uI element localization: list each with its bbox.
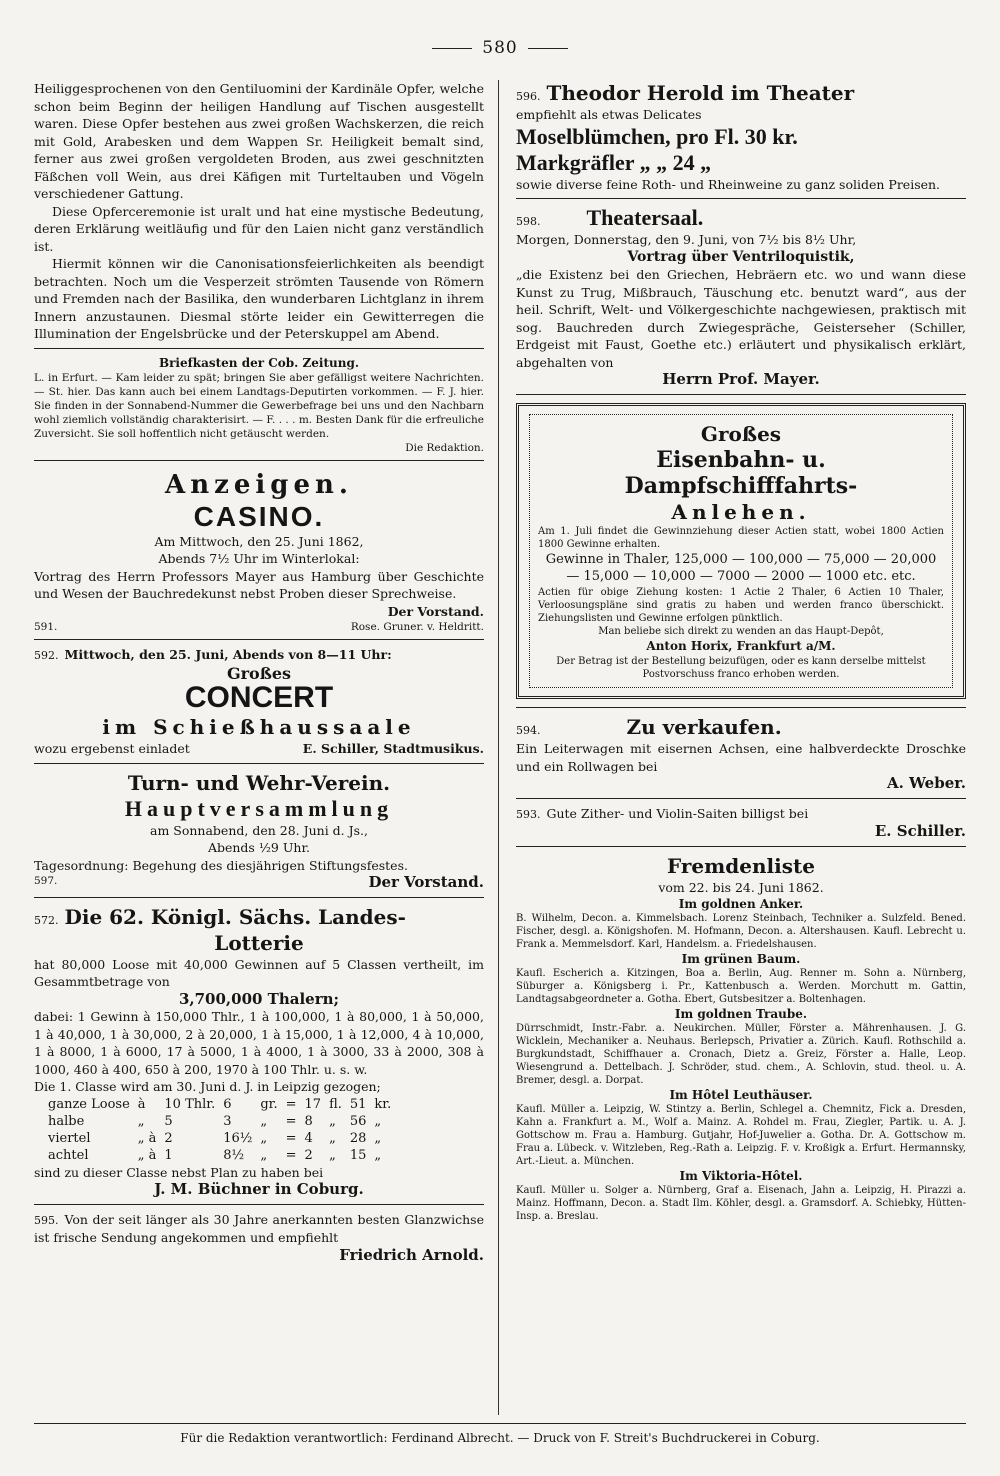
hotel-heading: Im goldnen Traube. (674, 1007, 808, 1021)
divider (34, 763, 484, 764)
casino-time: Abends 7½ Uhr im Winterlokal: (158, 551, 360, 566)
article-paragraph: Heiliggesprochenen von den Gentiluomini der Kardinäle Opfer, welche schon beim Beginn der heiligen Handlung auf Tischen ausgestellt waren. Diese Opfer bestehen aus zwei großen Wachskerzen, die reich mit Gold, Arabesken und dem Wappen Sr. Heiligkeit bemalt sind, ferner aus zwei großen vergoldeten Broden, aus zwei geschnitzten Fäßchen voll Wein, aus drei Käfigen mit Turteltauben und Vögeln verschiedener Gattung. (34, 81, 484, 201)
column-divider (498, 80, 499, 1415)
verkaufen-title: Zu verkaufen. (626, 715, 782, 739)
fremdenliste-dates: vom 22. bis 24. Juni 1862. (658, 879, 824, 895)
verkaufen-sign: A. Weber. (886, 774, 966, 792)
turnverein-ad (34, 770, 484, 892)
concert-title: CONCERT (184, 681, 334, 714)
fremdenliste-title: Fremdenliste (667, 853, 815, 878)
price-cell: 3 (223, 1113, 232, 1129)
price-cell: 2 (304, 1147, 313, 1163)
guest-list: B. Wilhelm, Decon. a. Kimmelsbach. Lorenz Steinbach, Techniker a. Sulzfeld. Bened. Fischer, desgl. a. Königshofen. M. Hofmann, Decon. a. Altershausen. Kaufl. Lebrecht u. Frank a. Memmelsdorf. Karl, Handelsm. a. Friedelshausen. (516, 913, 966, 950)
concert-venue: im Schießhaussaale (102, 715, 416, 739)
theatersaal-text: „die Existenz bei den Griechen, Hebräern etc. wo und wann diese Kunst zu Trug, Mißbrauch, Täuschung etc. benutzt ward“, aus der heil. Schrift, Welt- und Völkergeschichte nachgewiesen, praktisch mit sog. Bauchreden durch Zwiegespräche, Geisterseher (Schiller, Erdgeist mit Faust, Goethe etc.) erläutert und physikalisch erklärt, abgehalten von (516, 267, 966, 370)
price-cell: 56 (349, 1113, 367, 1129)
price-cell: 6 (223, 1096, 232, 1112)
price-cell: 10 Thlr. (164, 1096, 216, 1112)
lotterie-sign: J. M. Büchner in Coburg. (154, 1180, 364, 1198)
lotterie-text3: Die 1. Classe wird am 30. Juni d. J. in Leipzig gezogen; (34, 1079, 381, 1094)
concert-sign: E. Schiller, Stadtmusikus. (302, 741, 484, 756)
divider (34, 639, 484, 640)
price-cell: „ (260, 1130, 268, 1146)
hotel-heading: Im Viktoria-Hôtel. (679, 1169, 803, 1183)
divider (516, 198, 966, 199)
casino-ad (34, 501, 484, 635)
herold-text: sowie diverse feine Roth- und Rheinweine zu ganz soliden Preisen. (516, 176, 941, 192)
herold-ad (516, 80, 966, 193)
zither-text: Gute Zither- und Violin-Saiten billigst bei (546, 805, 809, 821)
casino-date: Am Mittwoch, den 25. Juni 1862, (154, 533, 364, 549)
ad-number: 594. (516, 724, 541, 737)
herold-sub: empfiehlt als etwas Delicates (516, 107, 702, 122)
article-paragraph: Diese Opferceremonie ist uralt und hat eine mystische Bedeutung, deren Erklärung weitläufig und für den Laien nicht ganz verständlich ist. (34, 203, 484, 254)
page-number: 580 (0, 40, 1000, 58)
ad-number: 596. (516, 90, 541, 103)
briefkasten-title: Briefkasten der Cob. Zeitung. (158, 355, 360, 370)
price-cell: „ à (137, 1147, 157, 1163)
price-cell: viertel (48, 1130, 91, 1146)
price-cell: 4 (304, 1130, 313, 1146)
divider (516, 707, 966, 708)
anlehen-p2: Gewinne in Thaler, 125,000 — 100,000 — 75,000 — 20,000 — 15,000 — 10,000 — 7000 — 2000 — 1000 etc. etc. (545, 551, 937, 584)
price-cell: „ (374, 1147, 382, 1163)
lotterie-price-table (44, 1096, 395, 1164)
article-paragraph: Hiermit können wir die Canonisationsfeierlichkeiten als beendigt betrachten. Noch um die Vesperzeit strömten Tausende von Römern und Fremden nach der Basilika, den wunderbaren Lichtglanz in ihrem Innern anzustaunen. Diesmal störte leider ein Gewitterregen die Illumination der Engelsbrücke und der Peterskuppel am Abend. (34, 256, 484, 341)
verkaufen-ad (516, 714, 966, 793)
anlehen-line2: Eisenbahn- u. Dampfschifffahrts- (624, 446, 858, 499)
price-cell: 1 (164, 1147, 173, 1163)
divider (516, 846, 966, 847)
ad-number: 597. (34, 875, 58, 887)
price-cell: achtel (48, 1147, 89, 1163)
casino-names: Rose. Gruner. v. Heldritt. (350, 621, 484, 633)
glanzwichse-sign: Friedrich Arnold. (339, 1245, 484, 1264)
price-cell: „ (374, 1113, 382, 1129)
turnverein-title: Turn- und Wehr-Verein. (127, 770, 391, 795)
glanzwichse-text: Von der seit länger als 30 Jahre anerkannten besten Glanzwichse ist frische Sendung angekommen und empfiehlt (34, 1211, 484, 1245)
price-cell: 28 (349, 1130, 367, 1146)
price-cell: „ (329, 1130, 336, 1146)
price-row (44, 1147, 395, 1164)
anlehen-p1: Am 1. Juli findet die Gewinnziehung dieser Actien statt, wobei 1800 Actien 1800 Gewinne erhalten. (538, 525, 944, 550)
concert-date: Mittwoch, den 25. Juni, Abends von 8—11 Uhr: (64, 647, 392, 662)
price-cell: = (285, 1147, 297, 1163)
theatersaal-date: Morgen, Donnerstag, den 9. Juni, von 7½ bis 8½ Uhr, (516, 232, 857, 247)
ad-number: 595. (34, 1213, 59, 1227)
anlehen-ad (516, 403, 966, 700)
price-cell: = (285, 1113, 297, 1129)
anlehen-p5: Der Betrag ist der Bestellung beizufügen, oder es kann derselbe mittelst Postvorschuss franco erhoben werden. (556, 656, 926, 680)
lotterie-title2: Lotterie (214, 930, 304, 955)
price-cell: 51 (349, 1096, 367, 1112)
ad-number: 592. (34, 649, 59, 662)
herold-wine2: Markgräfler „ „ 24 „ (516, 149, 712, 175)
price-row (44, 1130, 395, 1147)
concert-ad (34, 646, 484, 758)
anlehen-p4: Man beliebe sich direkt zu wenden an das Haupt-Depôt, (598, 625, 884, 637)
zither-sign: E. Schiller. (874, 822, 966, 840)
price-cell: fl. (329, 1096, 342, 1112)
divider (516, 798, 966, 799)
right-column (516, 80, 966, 1223)
price-cell: ganze Loose (48, 1096, 130, 1112)
price-cell: „ (137, 1113, 145, 1129)
price-cell: „ (260, 1113, 268, 1129)
lotterie-ad (34, 904, 484, 1199)
glanzwichse-ad (34, 1211, 484, 1265)
price-cell: „ (329, 1147, 336, 1163)
ad-number: 593. (516, 807, 541, 821)
concert-grosses: Großes (226, 663, 292, 683)
anlehen-addr: Anton Horix, Frankfurt a/M. (646, 638, 836, 653)
guest-list: Dürrschmidt, Instr.-Fabr. a. Neukirchen. Müller, Förster a. Mährenhausen. J. G. Wicklein, Mechaniker a. Neuhaus. Berlepsch, Privatier a. Zürich. Kaufl. Rothschild a. Burgkundstadt, Schiffhauer a. Cronach, Dietz a. Greiz, Förster a. Halle, Leop. Wiesengrund a. Dettelbach. J. Schröder, stud. chem., A. Schlovin, stud. theol. u. A. Bremer, desgl. a. Dorpat. (516, 1023, 966, 1086)
anlehen-p3: Actien für obige Ziehung kosten: 1 Actie 2 Thaler, 6 Actien 10 Thaler, Verloosungspläne sind gratis zu haben und werden franco überschickt. Ziehungslisten und Gewinne erfolgen pünktlich. (538, 586, 944, 624)
price-cell: 2 (164, 1130, 173, 1146)
lotterie-title: Die 62. Königl. Sächs. Landes- (64, 904, 406, 929)
divider (34, 897, 484, 898)
ad-number: 572. (34, 913, 59, 927)
theatersaal-lecture: Vortrag über Ventriloquistik, (627, 248, 855, 265)
briefkasten-sign: Die Redaktion. (405, 441, 484, 454)
turnverein-time: Abends ½9 Uhr. (207, 840, 311, 855)
verkaufen-text: Ein Leiterwagen mit eisernen Achsen, eine halbverdeckte Droschke und ein Rollwagen bei (516, 741, 966, 774)
price-cell: 16½ (223, 1130, 253, 1146)
casino-title: CASINO. (193, 500, 325, 532)
price-row (44, 1113, 395, 1130)
turnverein-agenda: Tagesordnung: Begehung des diesjährigen Stiftungsfestes. (34, 857, 408, 873)
hotel-heading: Im goldnen Anker. (678, 897, 804, 911)
concert-invite: wozu ergebenst einladet (34, 741, 190, 756)
herold-title: Theodor Herold im Theater (546, 81, 855, 105)
turnverein-date: am Sonnabend, den 28. Juni d. Js., (150, 822, 368, 838)
price-cell: = (285, 1096, 297, 1112)
price-row (44, 1096, 395, 1113)
theatersaal-ad (516, 205, 966, 389)
price-cell: halbe (48, 1113, 85, 1129)
briefkasten (34, 355, 484, 455)
divider (34, 348, 484, 349)
hotel-heading: Im Hôtel Leuthäuser. (669, 1088, 813, 1102)
fremdenliste (516, 853, 966, 1224)
theatersaal-sign: Herrn Prof. Mayer. (662, 370, 820, 388)
price-cell: à (137, 1096, 146, 1112)
turnverein-sub: Hauptversammlung (124, 795, 394, 821)
lotterie-text4: sind zu dieser Classe nebst Plan zu haben bei (34, 1164, 324, 1180)
zither-ad (516, 805, 966, 841)
footer-imprint: Für die Redaktion verantwortlich: Ferdinand Albrecht. — Druck von F. Streit's Buchdruckerei in Coburg. (34, 1423, 966, 1448)
price-cell: 5 (164, 1113, 173, 1129)
price-cell: „ (329, 1113, 336, 1129)
ad-number: 591. (34, 621, 58, 633)
ad-number: 598. (516, 215, 541, 228)
anzeigen-title: Anzeigen. (165, 469, 353, 500)
divider (34, 1204, 484, 1205)
price-cell: 17 (304, 1096, 322, 1112)
price-cell: gr. (260, 1096, 278, 1112)
lotterie-text1: hat 80,000 Loose mit 40,000 Gewinnen auf 5 Classen vertheilt, im Gesammtbetrage von (34, 956, 484, 989)
anlehen-line1: Großes (700, 421, 782, 446)
turnverein-sign: Der Vorstand. (368, 873, 484, 891)
lotterie-text2: dabei: 1 Gewinn à 150,000 Thlr., 1 à 100,000, 1 à 80,000, 1 à 50,000, 1 à 40,000, 1 à 30,000, 2 à 20,000, 1 à 15,000, 1 à 12,000, 4 à 10,000, 1 à 8000, 1 à 6000, 17 à 5000, 1 à 4000, 1 à 3000, 33 à 2000, 308 à 1000, 460 à 400, 650 à 200, 1970 à 100 Thlr. u. s. w. (34, 1009, 484, 1077)
left-column (34, 80, 484, 1264)
price-cell: kr. (374, 1096, 392, 1112)
price-cell: 15 (349, 1147, 367, 1163)
herold-wine1: Moselblümchen, pro Fl. 30 kr. (516, 123, 798, 149)
casino-sign: Der Vorstand. (387, 603, 484, 619)
briefkasten-text: L. in Erfurt. — Kam leider zu spät; bringen Sie aber gefälligst weitere Nachrichten. — St. hier. Das kann auch bei einem Landtags-Deputirten vorkommen. — F. J. hier. Sie finden in der Sonnabend-Nummer die Gewerbefrage bei uns und den Nachbarn wohl ziemlich vollständig charakterisirt. — F. . . . m. Besten Dank für die erfreuliche Zuversicht. Sie soll hoffentlich nicht getäuscht werden. (34, 371, 484, 440)
price-cell: „ (260, 1147, 268, 1163)
guest-list: Kaufl. Escherich a. Kitzingen, Boa a. Berlin, Aug. Renner m. Sohn a. Nürnberg, Süburger a. Königsberg i. Pr., Kattenbusch a. Werden. Morchutt m. Gattin, Landtagsabgeordneter a. Gotha. Ebert, Gutsbesitzer a. Boltenhagen. (516, 968, 966, 1005)
price-cell: = (285, 1130, 297, 1146)
guest-list: Kaufl. Müller u. Solger a. Nürnberg, Graf a. Eisenach, Jahn a. Leipzig, H. Pirazzi a. Mainz. Hoffmann, Decon. a. Stadt Ilm. Köhler, desgl. a. Gramsdorf. A. Schiebky, Hütten-Insp. a. Breslau. (516, 1185, 966, 1222)
price-cell: „ à (137, 1130, 157, 1146)
anlehen-line3: Anlehen. (671, 499, 811, 524)
article (34, 80, 484, 343)
divider (34, 460, 484, 461)
divider (516, 394, 966, 395)
theatersaal-title: Theatersaal. (586, 205, 704, 230)
price-cell: „ (374, 1130, 382, 1146)
price-cell: 8½ (223, 1147, 245, 1163)
guest-list: Kaufl. Müller a. Leipzig, W. Stintzy a. Berlin, Schlegel a. Chemnitz, Fick a. Dresden, Kahn a. Frankfurt a. M., Wolf a. Mainz. A. Rohdel m. Frau, Ziegler, Partik. u. A. J. Gottschow m. Frau a. Hamburg. Gutjahr, Hof-Juwelier a. Gotha. Dr. A. Gottschow m. Frau a. Lübeck. v. Witzleben, Reg.-Rath a. Leipzig. F. v. Kroßigk a. Erfurt. Hermannsky, Art.-Lieut. a. München. (516, 1104, 966, 1167)
lotterie-sum: 3,700,000 Thalern; (178, 989, 340, 1008)
price-cell: 8 (304, 1113, 313, 1129)
casino-text: Vortrag des Herrn Professors Mayer aus Hamburg über Geschichte und Wesen der Bauchredekunst nebst Proben dieser Sprechweise. (34, 568, 484, 601)
hotel-heading: Im grünen Baum. (681, 952, 801, 966)
